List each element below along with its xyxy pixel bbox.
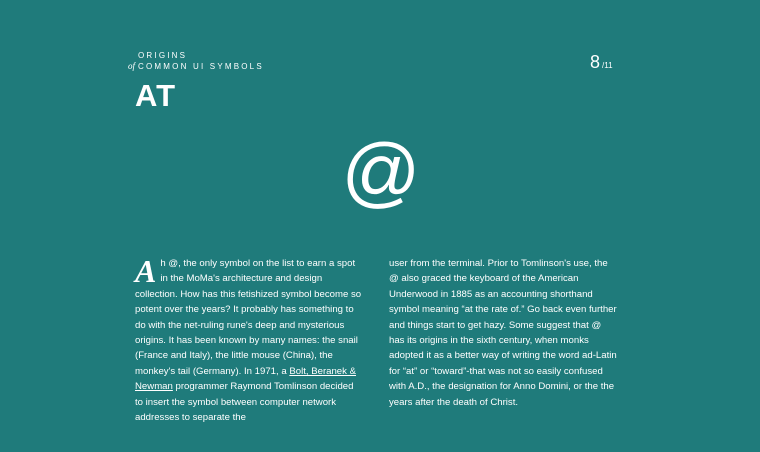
series-line2: COMMON UI SYMBOLS bbox=[138, 62, 264, 71]
body-text-left-1: h @, the only symbol on the list to earn a spot in the MoMa's architecture and design collection. How has this fetishized symbol become so potent over the years? It probably has something to do with the net-ruling rune's deep and mysterious origins. It has been known by many names: the snail (France and Italy), the little mouse (China), the monkey's tail (Germany). In 1971, a bbox=[135, 258, 362, 377]
page-current: 8 bbox=[590, 52, 601, 72]
page-title: AT bbox=[135, 78, 177, 113]
body-column-right bbox=[389, 256, 617, 410]
body-text-right: user from the terminal. Prior to Tomlinson's use, the @ also graced the keyboard of the American Underwood in 1885 as an accounting shorthand symbol meaning “at the rate of.” Go back even further and things start to get hazy. Some suggest that @ has its origins in the sixth century, when monks adopted it as a better way of writing the word ad-Latin for “at” or “toward”-that was not so easily confused with A.D., the designation for Anno Domini, or the the years after the death of Christ. bbox=[389, 258, 617, 408]
series-line1: ORIGINS bbox=[138, 51, 188, 60]
body-column-left bbox=[135, 253, 363, 425]
page-total: /11 bbox=[602, 61, 613, 70]
page-number bbox=[590, 52, 613, 73]
at-symbol-icon: @ bbox=[341, 127, 421, 215]
series-of: of bbox=[128, 61, 136, 71]
series-line2-wrap bbox=[128, 62, 264, 71]
bbn-link[interactable]: Bolt, Beranek & Newman bbox=[135, 365, 357, 393]
body-text-left-2: programmer Raymond Tomlinson decided to insert the symbol between computer network addresses to separate the bbox=[135, 381, 354, 424]
series-title bbox=[128, 51, 264, 72]
drop-cap: A bbox=[135, 253, 157, 289]
